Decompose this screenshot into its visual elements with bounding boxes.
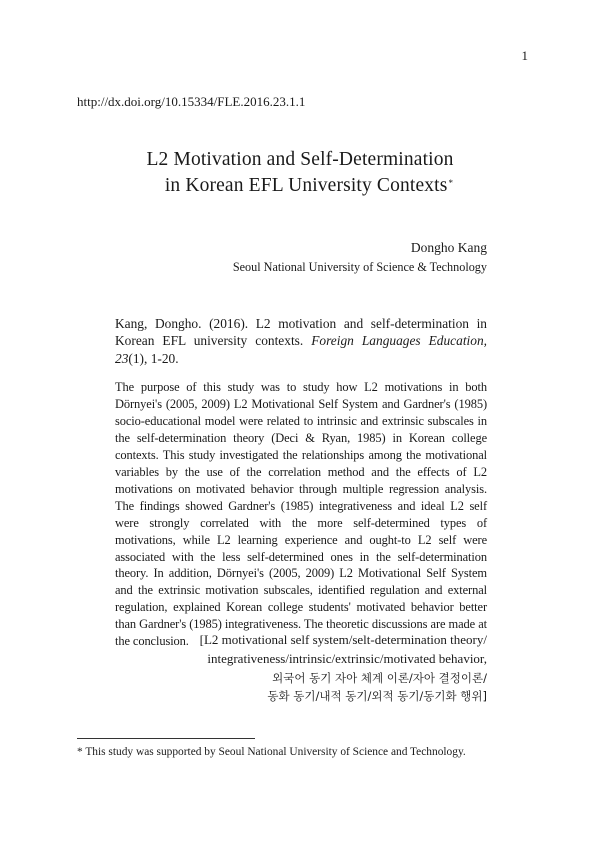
citation-issue-pages: (1), 1-20. [128,350,179,366]
keywords-line-3: 외국어 동기 자아 체계 이론/자아 결정이론/ [272,670,487,685]
keywords [115,631,487,706]
title-line-2 [0,173,600,199]
citation-journal: Foreign Languages Education, 23 [115,333,488,366]
footnote-divider [77,738,255,739]
page-number: 1 [521,48,528,63]
doi-link[interactable]: http://dx.doi.org/10.15334/FLE.2016.23.1.1 [77,94,306,109]
paper-title [0,147,600,199]
footnote: * This study was supported by Seoul National University of Science and Technology. [77,746,466,758]
keywords-line-4: 동화 동기/내적 동기/외적 동기/동기화 행위] [267,689,487,704]
abstract [115,379,487,650]
author-affiliation: Seoul National University of Science & Technology [232,260,487,274]
citation [115,315,487,367]
title-line-1: L2 Motivation and Self-Determination [146,149,454,170]
author-name: Dongho Kang [410,240,487,255]
keywords-line-2: integrativeness/intrinsic/extrinsic/motivated behavior, [207,650,487,666]
citation-text: Kang, Dongho. (2016). L2 motivation and self-determination in Korean EFL university contexts. [115,316,487,349]
abstract-text: The purpose of this study was to study how L2 motivations in both Dörnyei's (2005, 2009) L2 Motivational Self System and Gardner's (1985) socio-educational model were related to intrinsic and extrinsic subscales in the self-determination theory (Deci & Ryan, 1985) in Korean college contexts. This study investigated the relationships among the motivational variables by the use of the correlation method and the effects of L2 motivations on motivated behavior through multiple regression analysis. The findings showed Gardner's (1985) integrativeness and ideal L2 self were strongly correlated with the more self-determined types of motivations, while L2 learning experience and ought-to L2 self were associated with the less self-determined ones in the self-determination theory. In addition, Dörnyei's (2005, 2009) L2 Motivational Self System and the extrinsic motivation subscales, identified regulation and external regulation, explained Korean college students' motivated behavior better than Gardner's (1985) integrativeness. The theoretic discussions are made at the conclusion. [115,380,487,649]
keywords-line-1: [L2 motivational self system/selt-determination theory/ [199,632,487,647]
title-footnote-marker: * [448,178,454,188]
title-line-2-text: in Korean EFL University Contexts [164,175,448,196]
